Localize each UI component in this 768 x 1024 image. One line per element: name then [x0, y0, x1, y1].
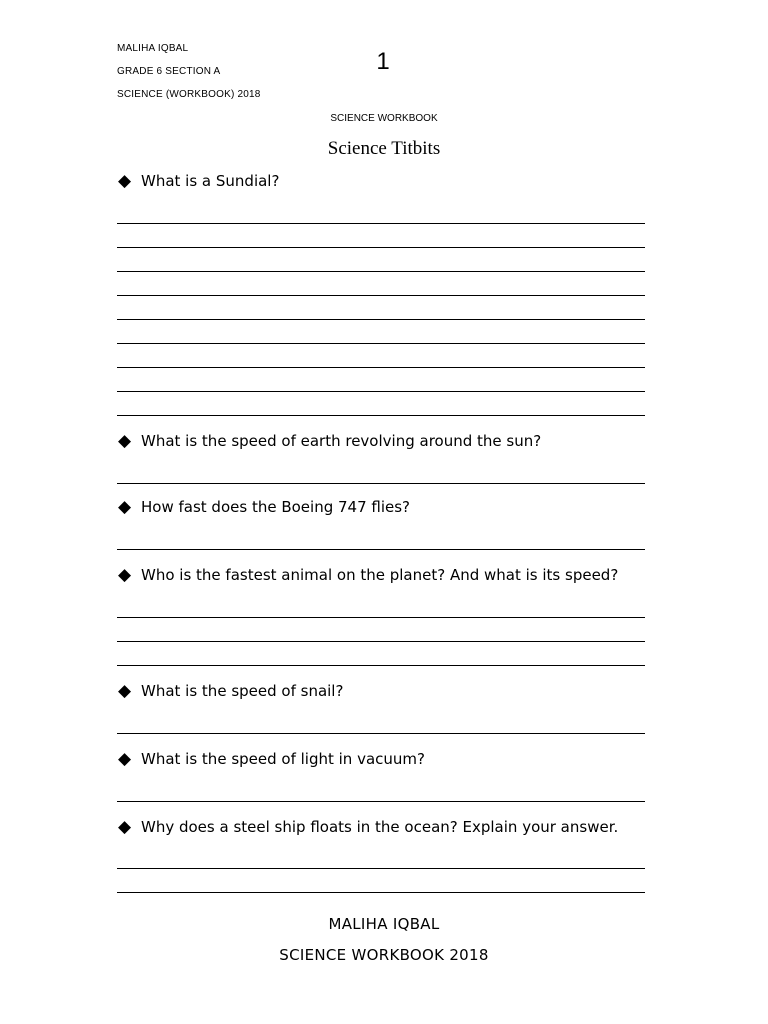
answer-line	[117, 483, 645, 484]
question-text: What is the speed of earth revolving around the sun?	[141, 432, 542, 450]
question-3	[118, 498, 410, 516]
answer-line	[117, 665, 645, 666]
diamond-bullet-icon: ◆	[118, 817, 132, 837]
question-text: What is a Sundial?	[141, 172, 280, 190]
question-2	[118, 432, 541, 450]
answer-line	[117, 641, 645, 642]
question-5	[118, 682, 343, 700]
diamond-bullet-icon: ◆	[118, 171, 132, 191]
answer-line	[117, 549, 645, 550]
answer-line	[117, 343, 645, 344]
diamond-bullet-icon: ◆	[118, 681, 132, 701]
diamond-bullet-icon: ◆	[118, 431, 132, 451]
question-7	[118, 818, 618, 836]
section-title: Science Titbits	[327, 138, 441, 159]
diamond-bullet-icon: ◆	[118, 749, 132, 769]
question-4	[118, 566, 618, 584]
question-text: Who is the fastest animal on the planet? And what is its speed?	[141, 566, 619, 584]
header-student-name: MALIHA IQBAL	[117, 43, 189, 54]
question-text: How fast does the Boeing 747 flies?	[141, 498, 411, 516]
diamond-bullet-icon: ◆	[118, 497, 132, 517]
question-text: Why does a steel ship floats in the ocean? Explain your answer.	[141, 818, 619, 836]
answer-line	[117, 801, 645, 802]
question-text: What is the speed of light in vacuum?	[141, 750, 425, 768]
page-number: 1	[376, 48, 390, 75]
question-1	[118, 172, 279, 190]
answer-line	[117, 367, 645, 368]
question-text: What is the speed of snail?	[141, 682, 344, 700]
answer-line	[117, 295, 645, 296]
answer-line	[117, 415, 645, 416]
answer-line	[117, 868, 645, 869]
header-grade-section: GRADE 6 SECTION A	[117, 66, 221, 77]
footer-workbook-title: SCIENCE WORKBOOK 2018	[279, 946, 489, 964]
answer-line	[117, 223, 645, 224]
question-6	[118, 750, 425, 768]
workbook-title: SCIENCE WORKBOOK	[330, 113, 438, 124]
diamond-bullet-icon: ◆	[118, 565, 132, 585]
answer-line	[117, 391, 645, 392]
answer-line	[117, 733, 645, 734]
answer-line	[117, 892, 645, 893]
answer-line	[117, 617, 645, 618]
footer-author: MALIHA IQBAL	[328, 915, 440, 933]
answer-line	[117, 319, 645, 320]
answer-line	[117, 271, 645, 272]
header-subject: SCIENCE (WORKBOOK) 2018	[117, 89, 261, 100]
answer-line	[117, 247, 645, 248]
